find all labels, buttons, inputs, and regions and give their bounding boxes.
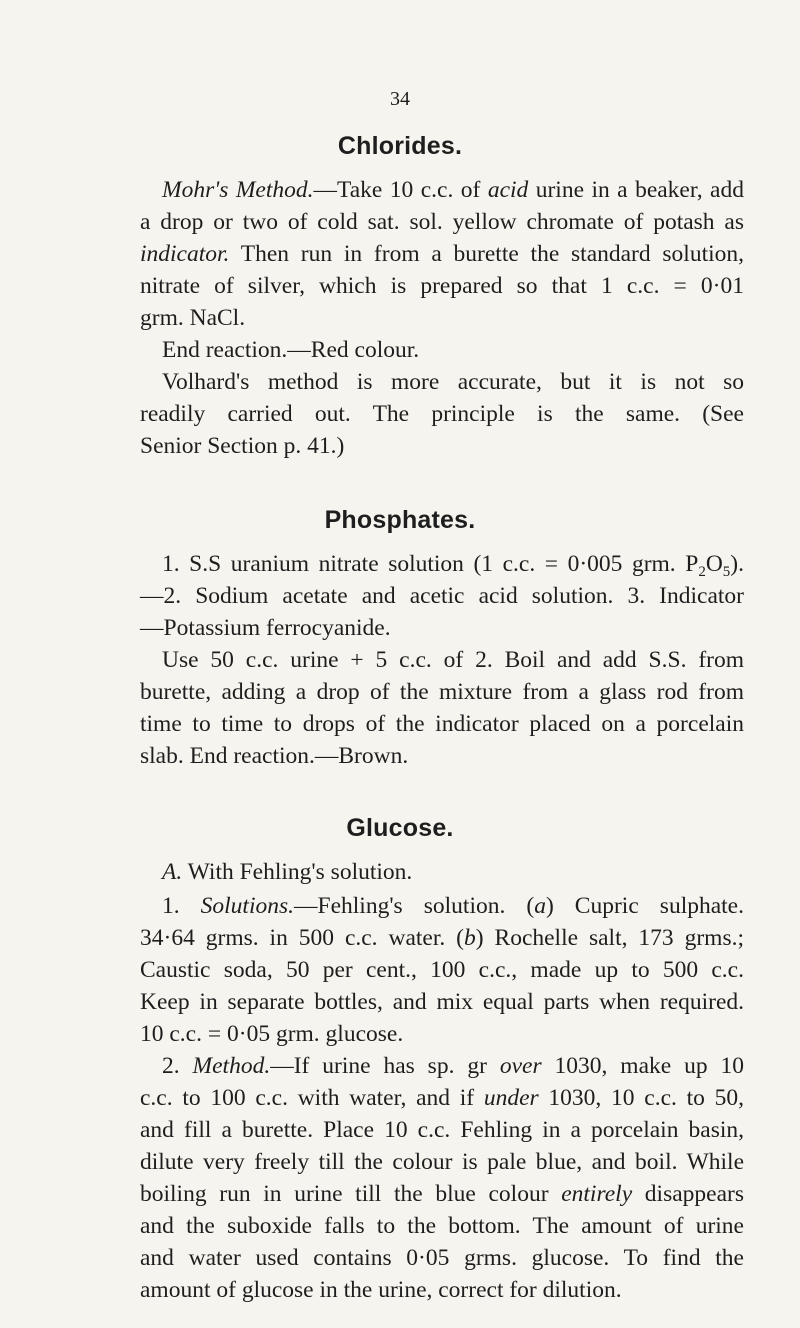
- glucose-line: 2. Method.—If urine has sp. gr over 1030, make up 10: [162, 1053, 744, 1079]
- chlorides-line: a drop or two of cold sat. sol. yellow chromate of potash as: [140, 209, 744, 235]
- glucose-line: amount of glucose in the urine, correct for dilution.: [140, 1277, 622, 1303]
- glucose-line: and water used contains 0·05 grms. glucose. To find the: [140, 1245, 744, 1271]
- phosphates-line: burette, adding a drop of the mixture from a glass rod from: [140, 679, 744, 705]
- glucose-line: boiling run in urine till the blue colour entirely disappears: [140, 1181, 744, 1207]
- chlorides-line: indicator. Then run in from a burette the standard solution,: [140, 241, 744, 267]
- glucose-line: Caustic soda, 50 per cent., 100 c.c., made up to 500 c.c.: [140, 957, 744, 983]
- phosphates-line: 1. S.S uranium nitrate solution (1 c.c. = 0·005 grm. $P_2O_5$).: [162, 551, 744, 580]
- chlorides-line: Senior Section p. 41.): [140, 433, 345, 459]
- phosphates-heading: Phosphates.: [324, 506, 476, 534]
- glucose-line: and fill a burette. Place 10 c.c. Fehling in a porcelain basin,: [140, 1117, 744, 1143]
- phosphates-line: Use 50 c.c. urine + 5 c.c. of 2. Boil and add S.S. from: [162, 647, 744, 673]
- glucose-line: 34·64 grms. in 500 c.c. water. (b) Rochelle salt, 173 grms.;: [140, 925, 744, 951]
- chlorides-line: End reaction.—Red colour.: [162, 337, 420, 363]
- chlorides-line: Mohr's Method.—Take 10 c.c. of acid urine in a beaker, add: [162, 177, 744, 203]
- chlorides-heading: Chlorides.: [337, 132, 463, 160]
- chlorides-line: readily carried out. The principle is the same. (See: [140, 401, 744, 427]
- glucose-line: c.c. to 100 c.c. with water, and if under 1030, 10 c.c. to 50,: [140, 1085, 745, 1111]
- glucose-subheading: A. With Fehling's solution.: [162, 859, 413, 885]
- phosphates-line: time to time to drops of the indicator placed on a porcelain: [140, 711, 744, 737]
- chlorides-line: Volhard's method is more accurate, but it is not so: [162, 369, 744, 395]
- glucose-line: and the suboxide falls to the bottom. The amount of urine: [140, 1213, 744, 1239]
- glucose-line: Keep in separate bottles, and mix equal parts when required.: [140, 989, 744, 1015]
- glucose-heading: Glucose.: [346, 814, 454, 842]
- glucose-line: 10 c.c. = 0·05 grm. glucose.: [140, 1021, 404, 1047]
- page-number: 34: [390, 88, 410, 110]
- chlorides-line: nitrate of silver, which is prepared so that 1 c.c. = 0·01: [140, 273, 744, 299]
- phosphates-line: slab. End reaction.—Brown.: [140, 743, 409, 769]
- glucose-line: 1. Solutions.—Fehling's solution. (a) Cupric sulphate.: [162, 893, 744, 919]
- phosphates-line: —Potassium ferrocyanide.: [140, 615, 391, 641]
- chlorides-line: grm. NaCl.: [140, 305, 246, 331]
- phosphates-line: —2. Sodium acetate and acetic acid solution. 3. Indicator: [140, 583, 744, 609]
- glucose-line: dilute very freely till the colour is pale blue, and boil. While: [140, 1149, 744, 1175]
